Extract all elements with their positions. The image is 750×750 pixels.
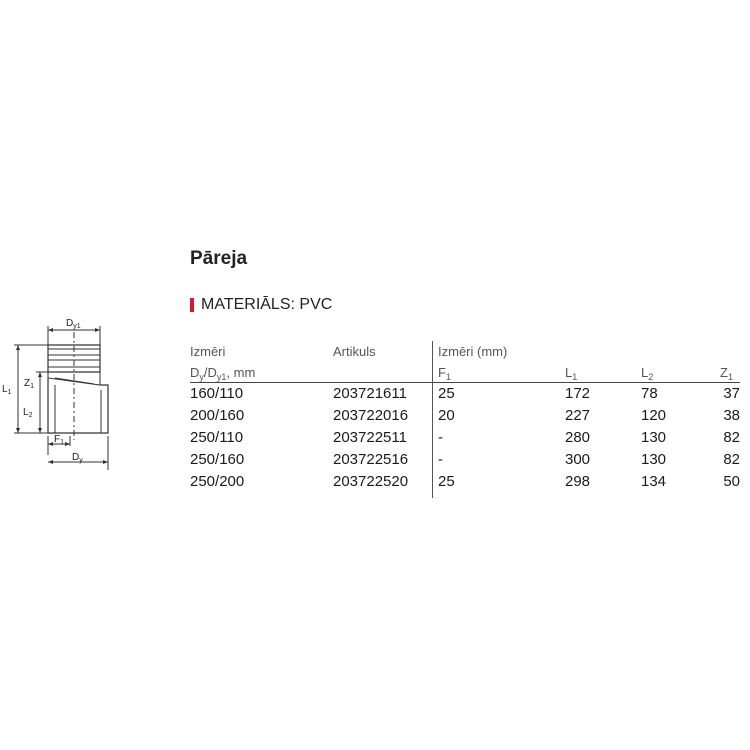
cell-z1: 37 bbox=[723, 385, 740, 402]
cell-article: 203721611 bbox=[333, 385, 407, 402]
header-dimensions: $D_y/D_{y1}$, mm bbox=[190, 365, 256, 382]
cell-l2: 78 bbox=[641, 385, 658, 402]
cell-article: 203722516 bbox=[333, 451, 409, 468]
reducer-drawing bbox=[0, 0, 150, 480]
cell-l2: 120 bbox=[641, 407, 667, 424]
l1-label: $L_1$ bbox=[2, 384, 12, 396]
product-title: Pāreja bbox=[190, 248, 248, 269]
header-l2: $L_2$ bbox=[641, 365, 654, 382]
cell-l1: 300 bbox=[565, 451, 591, 468]
header-z1: $Z_1$ bbox=[720, 365, 733, 382]
cell-l1: 298 bbox=[565, 473, 591, 490]
header-sizes: Izmēri bbox=[190, 344, 226, 359]
cell-size: 250/110 bbox=[190, 429, 244, 446]
dy1-label: $D_{y1}$ bbox=[66, 318, 81, 330]
l2-label: $L_2$ bbox=[23, 407, 33, 419]
cell-l1: 227 bbox=[565, 407, 591, 424]
z1-label: $Z_1$ bbox=[24, 378, 35, 390]
f1-label: $F_1$ bbox=[54, 434, 65, 446]
accent-bar bbox=[190, 298, 194, 312]
header-l1: $L_1$ bbox=[565, 365, 578, 382]
cell-l2: 130 bbox=[641, 429, 667, 446]
cell-l2: 134 bbox=[641, 473, 667, 490]
lower-body-outline bbox=[48, 378, 108, 433]
cell-f1: 25 bbox=[438, 385, 455, 402]
header-f1: $F_1$ bbox=[438, 365, 451, 382]
cell-z1: 50 bbox=[723, 473, 740, 490]
lower-body-inner bbox=[55, 385, 101, 433]
cell-f1: - bbox=[438, 429, 443, 446]
cell-z1: 82 bbox=[723, 451, 740, 468]
cell-article: 203722520 bbox=[333, 473, 409, 490]
cell-size: 160/110 bbox=[190, 385, 244, 402]
cell-l1: 280 bbox=[565, 429, 591, 446]
cell-size: 200/160 bbox=[190, 407, 245, 424]
dy-label: $D_y$ bbox=[72, 452, 83, 464]
cell-z1: 82 bbox=[723, 429, 740, 446]
material-label: MATERIĀLS: bbox=[201, 296, 295, 313]
cell-z1: 38 bbox=[723, 407, 740, 424]
cell-article: 203722016 bbox=[333, 407, 409, 424]
header-article: Artikuls bbox=[333, 344, 376, 359]
header-divider bbox=[190, 382, 740, 383]
cell-f1: 20 bbox=[438, 407, 455, 424]
cell-l1: 172 bbox=[565, 385, 591, 402]
cell-f1: 25 bbox=[438, 473, 455, 490]
cell-l2: 130 bbox=[641, 451, 667, 468]
cell-article: 203722511 bbox=[333, 429, 407, 446]
cell-f1: - bbox=[438, 451, 443, 468]
z1-dimension-line bbox=[36, 372, 48, 392]
cell-size: 250/200 bbox=[190, 473, 245, 490]
header-sizes-mm: Izmēri (mm) bbox=[438, 344, 508, 359]
material-line bbox=[190, 296, 332, 314]
cell-size: 250/160 bbox=[190, 451, 245, 468]
material-value: PVC bbox=[299, 296, 333, 313]
column-divider bbox=[432, 341, 433, 498]
